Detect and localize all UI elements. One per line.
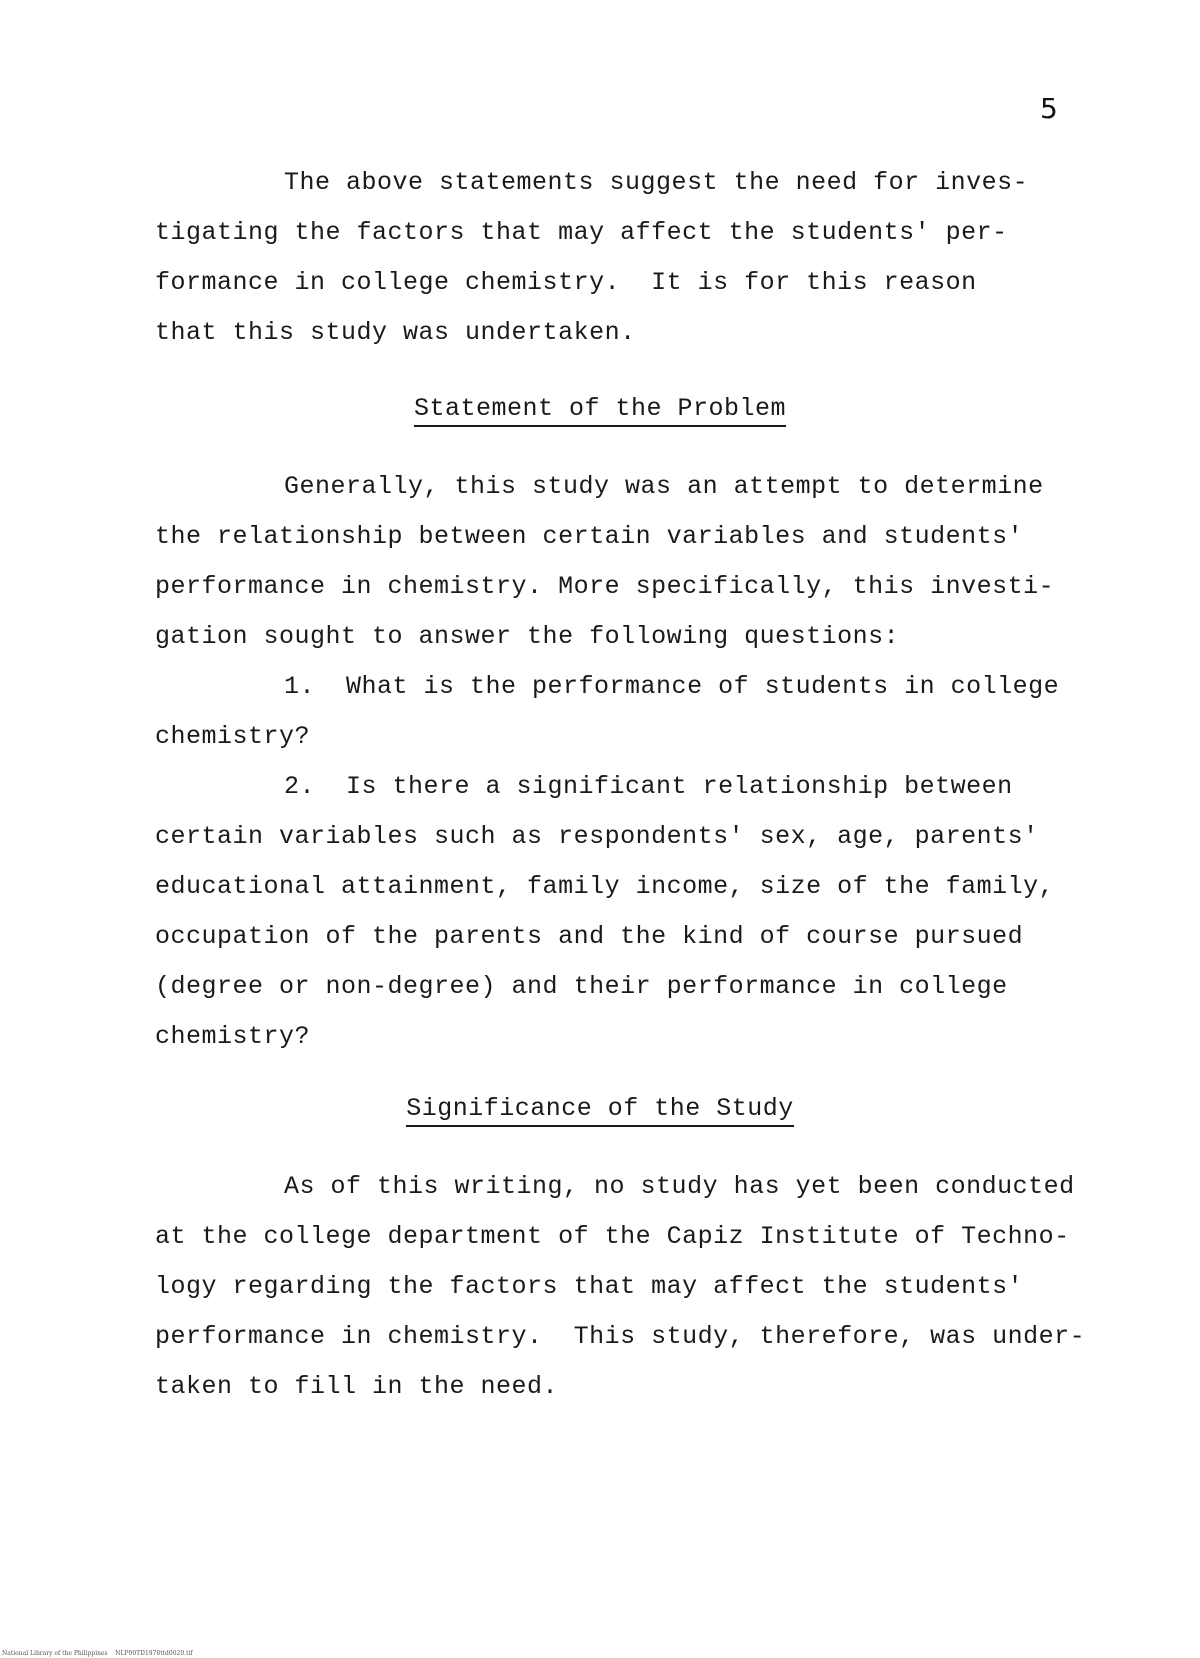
paragraph-1-line-2: tigating the factors that may affect the students' per-	[155, 218, 1008, 247]
question-2-line-5: (degree or non-degree) and their performance in college	[155, 972, 1008, 1001]
heading-significance-of-study	[0, 1094, 1200, 1123]
question-2-line-1: 2. Is there a significant relationship between	[284, 772, 1013, 801]
heading-statement-of-problem	[0, 394, 1200, 423]
paragraph-3-line-2: at the college department of the Capiz Institute of Techno-	[155, 1222, 1070, 1251]
page-number: 5	[1040, 92, 1058, 125]
question-2-line-4: occupation of the parents and the kind of course pursued	[155, 922, 1024, 951]
paragraph-2-line-2: the relationship between certain variables and students'	[155, 522, 1024, 551]
paragraph-3-line-5: taken to fill in the need.	[155, 1372, 559, 1401]
paragraph-2-line-3: performance in chemistry. More specifically, this investi-	[155, 572, 1055, 601]
heading-statement-of-problem-text: Statement of the Problem	[414, 394, 786, 427]
paragraph-1-line-4: that this study was undertaken.	[155, 318, 636, 347]
scan-footer: National Library of the Philippines NLP00TD1978ttd0020.tif	[2, 1650, 193, 1657]
question-2-line-2: certain variables such as respondents' sex, age, parents'	[155, 822, 1039, 851]
paragraph-2-line-1: Generally, this study was an attempt to determine	[284, 472, 1044, 501]
question-1-line-2: chemistry?	[155, 722, 311, 751]
paragraph-3-line-3: logy regarding the factors that may affect the students'	[155, 1272, 1024, 1301]
question-2-line-3: educational attainment, family income, size of the family,	[155, 872, 1055, 901]
paragraph-1-line-3: formance in college chemistry. It is for this reason	[155, 268, 977, 297]
paragraph-3-line-1: As of this writing, no study has yet been conducted	[284, 1172, 1075, 1201]
heading-significance-of-study-text: Significance of the Study	[406, 1094, 794, 1127]
question-1-line-1: 1. What is the performance of students in college	[284, 672, 1060, 701]
paragraph-3-line-4: performance in chemistry. This study, therefore, was under-	[155, 1322, 1086, 1351]
paragraph-1-line-1: The above statements suggest the need for inves-	[284, 168, 1029, 197]
paragraph-2-line-4: gation sought to answer the following questions:	[155, 622, 900, 651]
question-2-line-6: chemistry?	[155, 1022, 311, 1051]
